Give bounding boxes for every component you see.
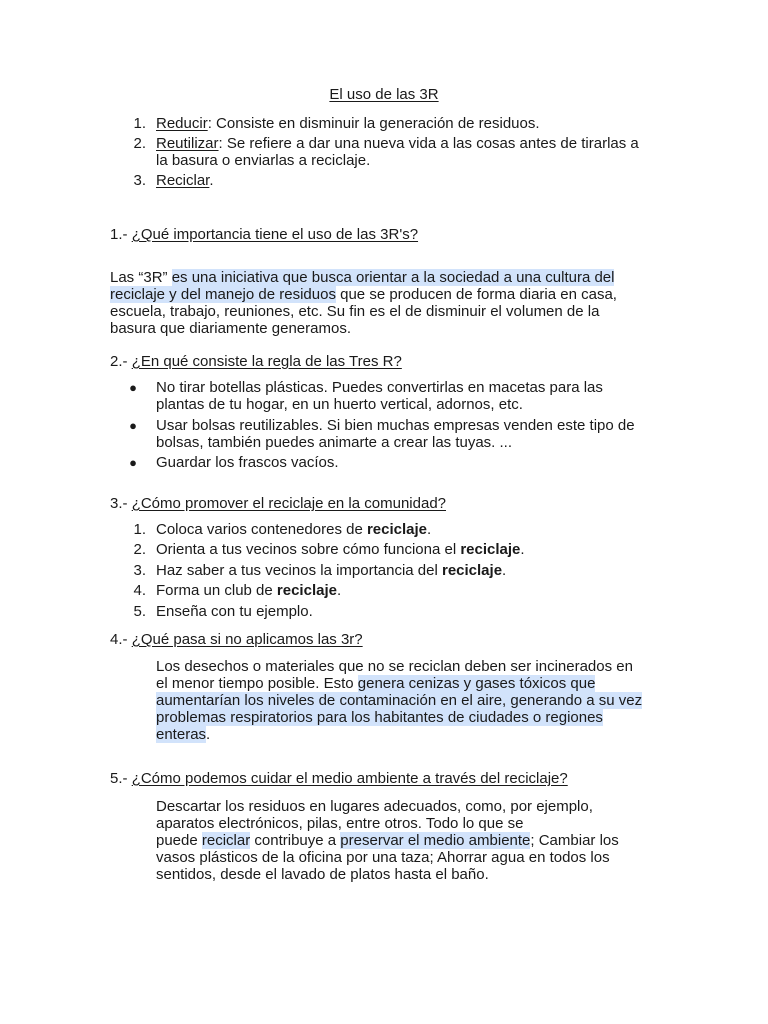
answer-line — [110, 303, 599, 320]
question-2 — [110, 353, 402, 370]
list-text: Enseña con tu ejemplo. — [156, 603, 313, 620]
answer-text: . — [206, 726, 211, 743]
answer-line — [156, 866, 489, 883]
list-text: . — [520, 541, 525, 558]
answer-line — [110, 320, 351, 337]
list-text: . — [336, 582, 342, 599]
bullet-text-cont — [156, 434, 512, 451]
list-number: 5. — [133, 603, 146, 620]
page-title — [0, 85, 768, 105]
question-5 — [110, 770, 568, 787]
page-title-text: El uso de las 3R — [329, 86, 439, 103]
list-text: Haz saber a tus vecinos la importancia del — [156, 562, 442, 579]
bullet-line: Guardar los frascos vacíos. — [156, 454, 339, 471]
question-text: ¿Cómo promover el reciclaje en la comunidad? — [131, 495, 446, 512]
list-item-text — [156, 172, 214, 189]
highlighted-text: reciclar — [201, 832, 251, 849]
question-number: 4.- — [110, 631, 132, 648]
bullet-text — [156, 379, 603, 396]
answer-text: Descartar los residuos en lugares adecuados, como, por ejemplo, — [156, 798, 593, 815]
answer-text: basura que diariamente generamos. — [110, 320, 351, 337]
answer-text: vasos plásticos de la oficina por una taza; Ahorrar agua en todos los — [156, 849, 610, 866]
answer-line — [156, 798, 593, 815]
bullet-line: Usar bolsas reutilizables. Si bien muchas empresas venden este tipo de — [156, 417, 635, 434]
list-number: 2. — [133, 541, 146, 558]
highlighted-text: es una iniciativa que busca orientar a la sociedad a una cultura del — [171, 269, 615, 286]
answer-text: sentidos, desde el lavado de platos hasta el baño. — [156, 866, 489, 883]
bold-text: reciclaje — [276, 582, 337, 599]
answer-line — [156, 675, 595, 692]
answer-text: Las “3R” — [110, 269, 172, 286]
list-text: . — [427, 521, 432, 538]
bullet-icon: ● — [129, 380, 137, 395]
question-number: 5.- — [110, 770, 132, 787]
list-item — [156, 582, 341, 599]
answer-text: Los desechos o materiales que no se reciclan deben ser incinerados en — [156, 658, 633, 675]
bullet-icon: ● — [129, 455, 137, 470]
list-item — [156, 541, 525, 558]
list-number: 3. — [133, 172, 146, 189]
list-item-text — [156, 135, 639, 152]
list-number: 1. — [133, 521, 146, 538]
answer-line — [156, 692, 642, 709]
list-text: Forma un club de — [156, 582, 277, 599]
answer-line — [156, 709, 603, 726]
highlighted-text: problemas respiratorios para los habitantes de ciudades o regiones — [156, 709, 603, 726]
answer-text: el menor tiempo posible. Esto — [156, 675, 358, 692]
term-definition: : Se refiere a dar una nueva vida a las cosas antes de tirarlas a — [218, 135, 639, 152]
highlighted-text: reciclaje y del manejo de residuos — [110, 286, 336, 303]
term-definition-cont: la basura o enviarlas a reciclaje. — [156, 152, 371, 169]
highlighted-text: enteras — [156, 726, 207, 743]
bullet-line: No tirar botellas plásticas. Puedes convertirlas en macetas para las — [156, 379, 603, 396]
bullet-line: bolsas, también puedes animarte a crear las tuyas. ... — [156, 434, 513, 451]
answer-line — [156, 849, 610, 866]
list-item-text-cont — [156, 152, 370, 169]
question-1 — [110, 226, 418, 243]
bullet-icon: ● — [129, 418, 137, 433]
list-text: Orienta a tus vecinos sobre cómo funciona el — [156, 541, 461, 558]
answer-line — [156, 832, 619, 849]
list-item-text — [156, 115, 540, 132]
term-reciclar: Reciclar — [156, 172, 210, 189]
term-definition: . — [209, 172, 214, 189]
list-number: 1. — [133, 115, 146, 132]
bullet-text — [156, 417, 635, 434]
question-4 — [110, 631, 363, 648]
answer-line — [156, 815, 523, 832]
list-number: 2. — [133, 135, 146, 152]
question-text: ¿Qué importancia tiene el uso de las 3R's? — [131, 226, 419, 243]
bold-text: reciclaje — [366, 521, 428, 538]
answer-line — [156, 658, 633, 675]
answer-text: puede — [156, 832, 202, 849]
bullet-line: plantas de tu hogar, en un huerto vertical, adornos, etc. — [156, 396, 523, 413]
answer-line — [110, 269, 614, 286]
term-definition: : Consiste en disminuir la generación de residuos. — [207, 115, 540, 132]
answer-line — [156, 726, 210, 743]
answer-text: escuela, trabajo, reuniones, etc. Su fin es el de disminuir el volumen de la — [110, 303, 600, 320]
bold-text: reciclaje — [441, 562, 503, 579]
bullet-text-cont — [156, 396, 523, 413]
question-number: 1.- — [110, 226, 132, 243]
bold-text: reciclaje — [460, 541, 521, 558]
answer-text: contribuye a — [250, 832, 341, 849]
question-3 — [110, 495, 446, 512]
highlighted-text: genera cenizas y gases tóxicos que — [357, 675, 596, 692]
list-number: 4. — [133, 582, 146, 599]
bullet-text — [156, 454, 339, 471]
list-item — [156, 603, 313, 620]
answer-line — [110, 286, 617, 303]
highlighted-text: preservar el medio ambiente — [340, 832, 531, 849]
list-item — [156, 521, 431, 538]
question-text: ¿Qué pasa si no aplicamos las 3r? — [131, 631, 363, 648]
answer-text: aparatos electrónicos, pilas, entre otros. Todo lo que se — [156, 815, 524, 832]
list-number: 3. — [133, 562, 146, 579]
question-number: 3.- — [110, 495, 132, 512]
term-reducir: Reducir — [156, 115, 208, 132]
answer-text: que se producen de forma diaria en casa, — [335, 286, 617, 303]
highlighted-text: aumentarían los niveles de contaminación en el aire, generando a su vez — [156, 692, 643, 709]
question-text: ¿En qué consiste la regla de las Tres R? — [131, 353, 402, 370]
list-text: . — [502, 562, 507, 579]
list-item — [156, 562, 506, 579]
list-text: Coloca varios contenedores de — [156, 521, 367, 538]
term-reutilizar: Reutilizar — [156, 135, 219, 152]
question-number: 2.- — [110, 353, 132, 370]
question-text: ¿Cómo podemos cuidar el medio ambiente a través del reciclaje? — [131, 770, 568, 787]
answer-text: ; Cambiar los — [530, 832, 619, 849]
